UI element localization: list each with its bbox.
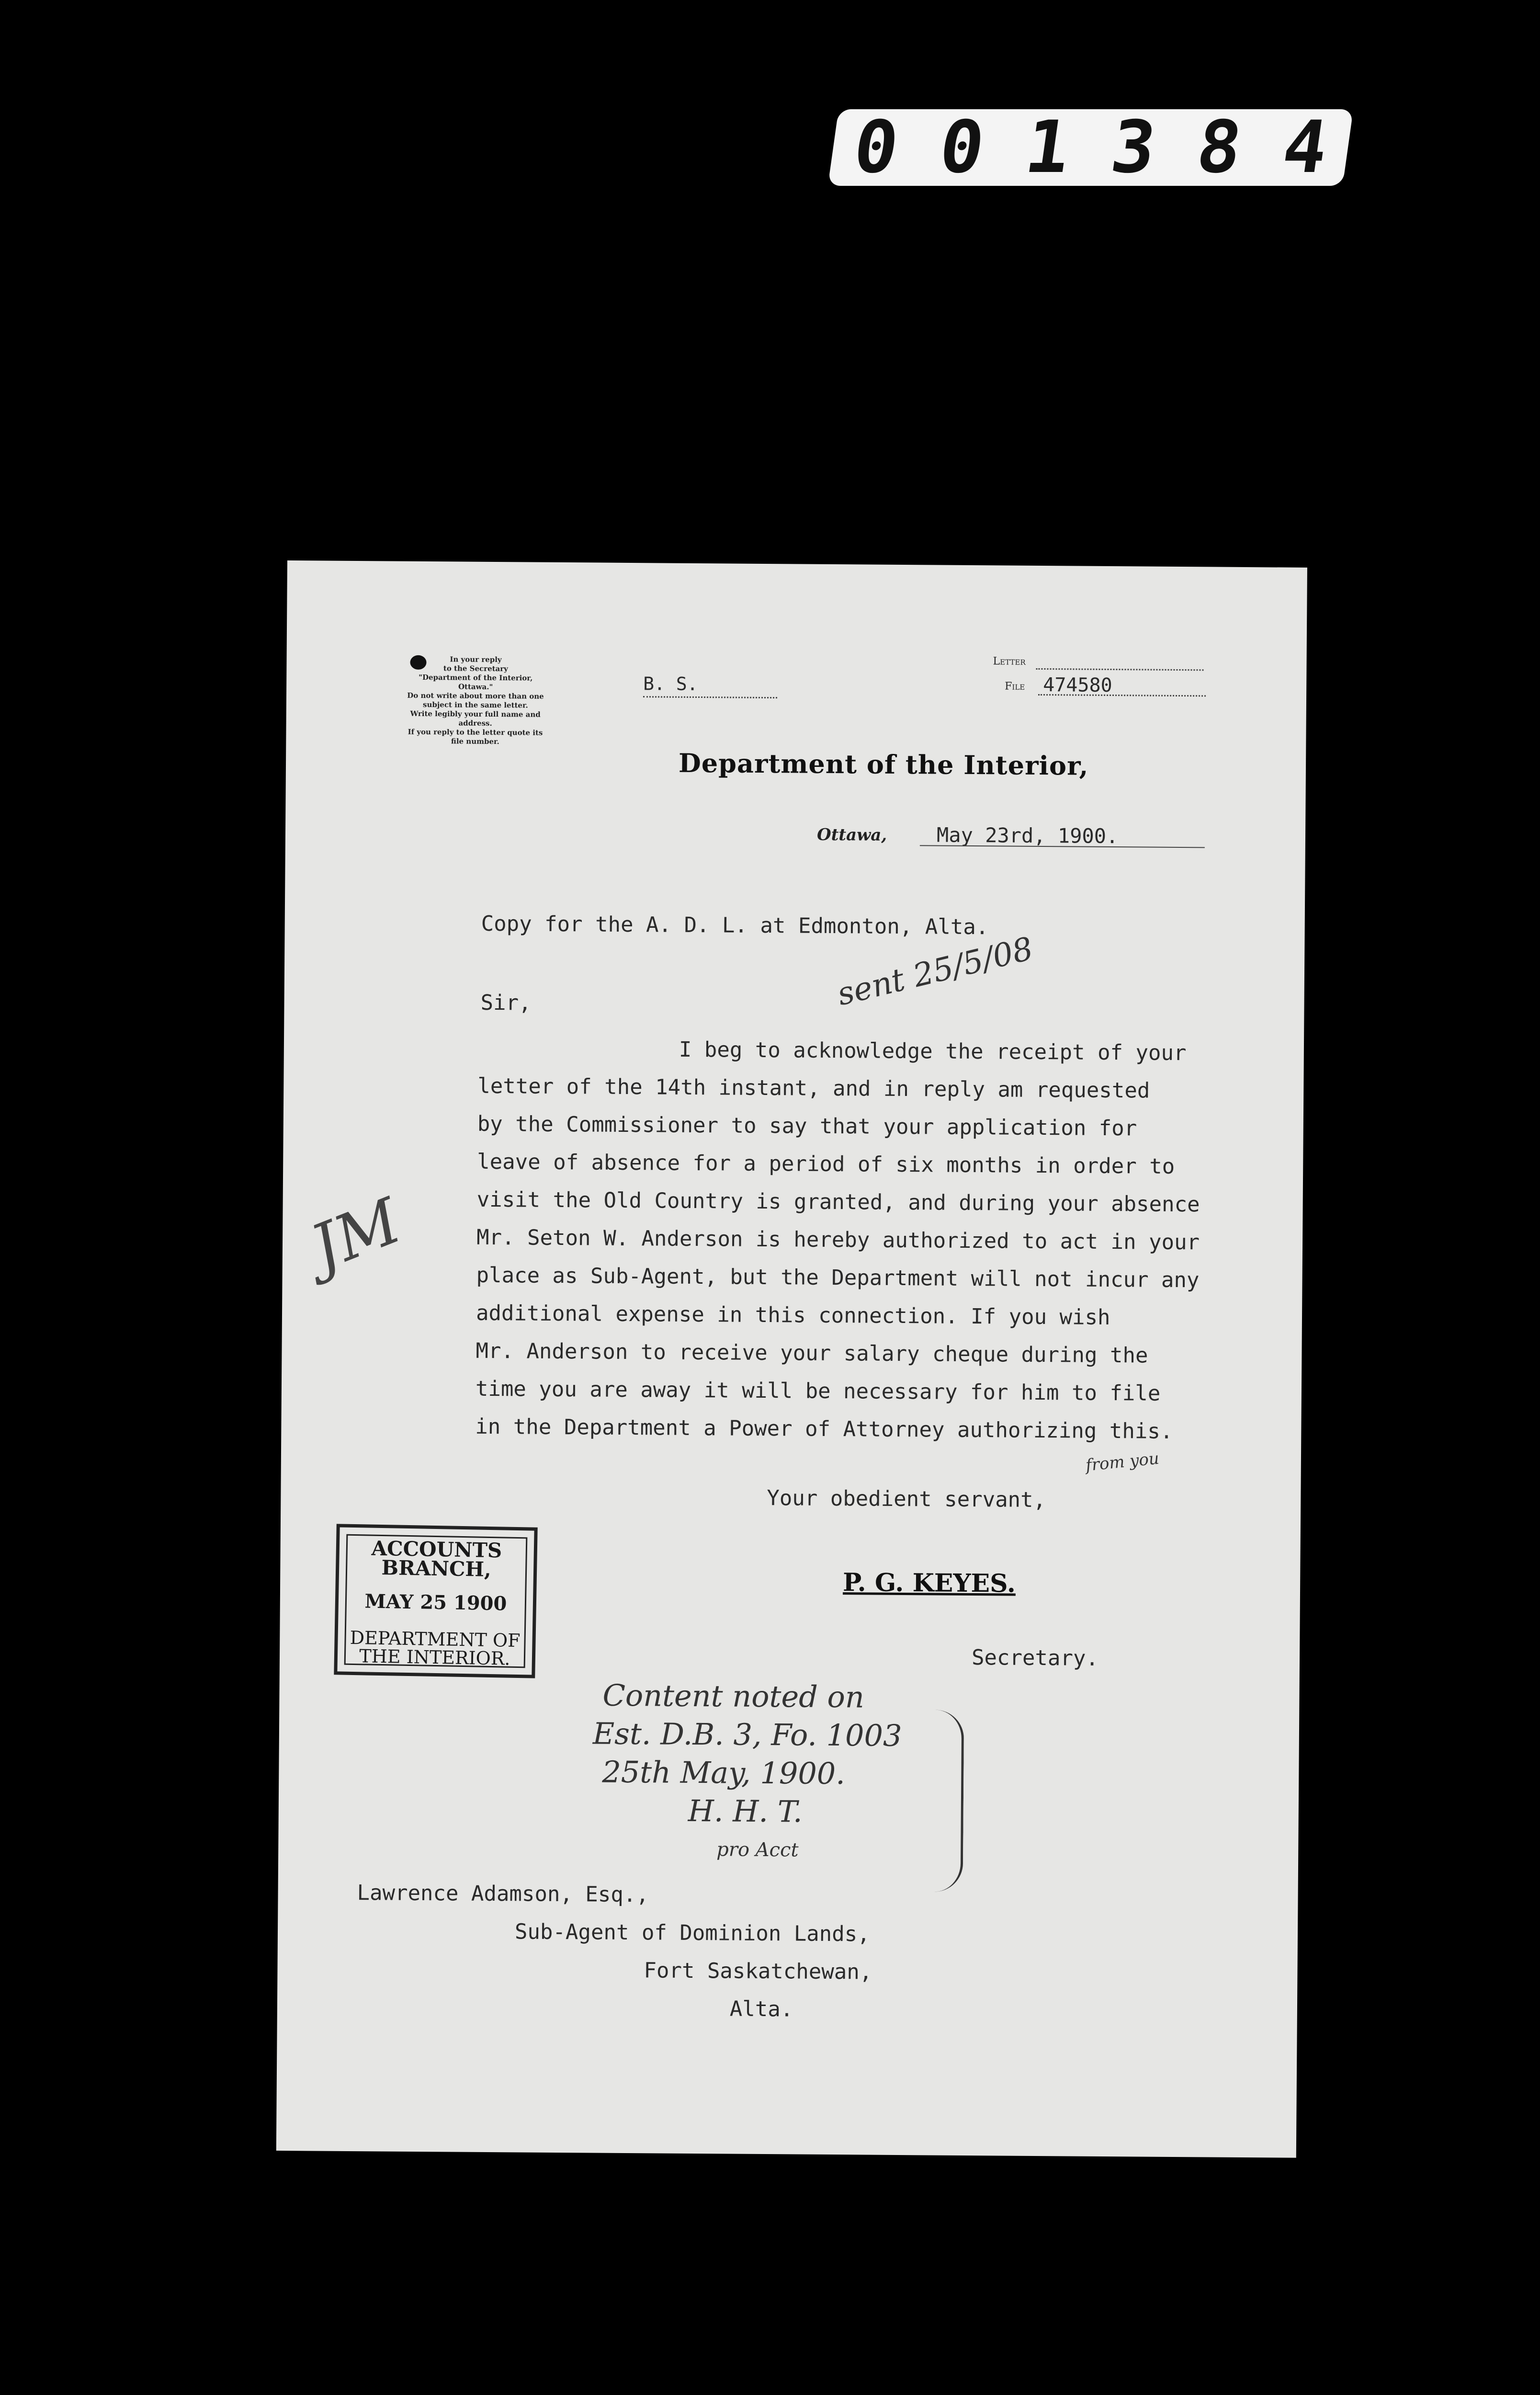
copy-for-line: Copy for the A. D. L. at Edmonton, Alta. bbox=[481, 911, 989, 940]
stamp-line-3: DEPARTMENT OF bbox=[350, 1627, 521, 1652]
frame-digit: 0 bbox=[934, 106, 990, 189]
instruction-line: to the Secretary bbox=[443, 664, 508, 673]
salutation: Sir, bbox=[480, 990, 532, 1015]
instruction-line: address. bbox=[458, 718, 492, 728]
stamp-line-1: ACCOUNTS bbox=[371, 1536, 502, 1562]
body-line: in the Department a Power of Attorney authorizing this. bbox=[475, 1414, 1173, 1444]
stamp-line-2: BRANCH, bbox=[381, 1556, 492, 1582]
body-line: time you are away it will be necessary for him to file bbox=[475, 1376, 1161, 1406]
body-line: place as Sub-Agent, but the Department will not incur any bbox=[476, 1263, 1200, 1293]
addressee-line: Lawrence Adamson, Esq., bbox=[357, 1881, 649, 1907]
stamp-line-4: THE INTERIOR. bbox=[359, 1645, 510, 1669]
frame-digit: 3 bbox=[1106, 106, 1161, 189]
margin-initials: JM bbox=[301, 1184, 410, 1285]
place: Ottawa, bbox=[816, 825, 887, 845]
instruction-line: If you reply to the letter quote its bbox=[408, 727, 543, 737]
letter-label: Letter bbox=[993, 655, 1026, 668]
frame-digit: 1 bbox=[1020, 106, 1076, 189]
handwritten-line: 25th May, 1900. bbox=[602, 1754, 846, 1791]
body-line: by the Commissioner to say that your application for bbox=[477, 1111, 1137, 1141]
handwritten-line: Content noted on bbox=[602, 1677, 865, 1715]
signature-name: P. G. KEYES. bbox=[842, 1568, 1016, 1598]
letter-date: May 23rd, 1900. bbox=[936, 823, 1119, 848]
date-line bbox=[817, 825, 1205, 857]
frame-digit: 8 bbox=[1191, 106, 1247, 189]
frame-counter bbox=[828, 106, 1353, 189]
reply-instructions bbox=[401, 655, 550, 747]
letter-body bbox=[475, 1036, 1200, 1457]
body-line: Mr. Seton W. Anderson is hereby authorized to act in your bbox=[476, 1225, 1200, 1255]
handwritten-note bbox=[592, 1676, 976, 1871]
letter-field bbox=[993, 655, 1203, 676]
frame-digit: 4 bbox=[1277, 106, 1333, 189]
body-line: letter of the 14th instant, and in reply am requested bbox=[477, 1073, 1150, 1103]
letter-sheet bbox=[276, 560, 1307, 2158]
body-line: additional expense in this connection. If you wish bbox=[476, 1300, 1110, 1330]
accounts-branch-stamp bbox=[334, 1524, 537, 1678]
frame-digit: 0 bbox=[849, 106, 904, 189]
instruction-line: file number. bbox=[451, 737, 499, 746]
instruction-line: "Department of the Interior, bbox=[419, 673, 533, 683]
ref-code-line bbox=[643, 673, 777, 695]
note-brace bbox=[932, 1710, 964, 1892]
closing: Your obedient servant, bbox=[767, 1486, 1046, 1513]
stamp-date: MAY 25 1900 bbox=[364, 1590, 507, 1615]
signatory-title: Secretary. bbox=[971, 1645, 1099, 1671]
instruction-line: In your reply bbox=[450, 655, 502, 664]
file-number: 474580 bbox=[1043, 674, 1112, 697]
file-label: File bbox=[1005, 680, 1025, 693]
department-heading: Department of the Interior, bbox=[678, 747, 1089, 781]
addressee-line: Alta. bbox=[729, 1996, 793, 2022]
instruction-line: Do not write about more than one bbox=[407, 691, 544, 701]
handwritten-line: pro Acct bbox=[716, 1838, 799, 1861]
file-field bbox=[1005, 674, 1206, 706]
sent-note: sent 25/5/08 bbox=[833, 930, 1037, 1013]
addressee-line: Sub-Agent of Dominion Lands, bbox=[514, 1919, 870, 1947]
body-line: Mr. Anderson to receive your salary cheque during the bbox=[476, 1338, 1148, 1368]
body-line: leave of absence for a period of six months in order to bbox=[477, 1149, 1175, 1179]
addressee-line: Fort Saskatchewan, bbox=[644, 1958, 872, 1984]
handwritten-line: H. H. T. bbox=[688, 1793, 803, 1829]
body-line: visit the Old Country is granted, and during your absence bbox=[476, 1187, 1200, 1217]
insert-note: from you bbox=[1085, 1448, 1160, 1475]
ref-code: B. S. bbox=[643, 673, 698, 695]
instruction-line: Ottawa." bbox=[458, 682, 493, 692]
handwritten-line: Est. D.B. 3, Fo. 1003 bbox=[592, 1716, 902, 1754]
instruction-line: Write legibly your full name and bbox=[410, 709, 541, 719]
body-line: I beg to acknowledge the receipt of your bbox=[679, 1037, 1187, 1066]
instruction-line: subject in the same letter. bbox=[422, 700, 528, 710]
addressee-block bbox=[356, 1881, 980, 2036]
